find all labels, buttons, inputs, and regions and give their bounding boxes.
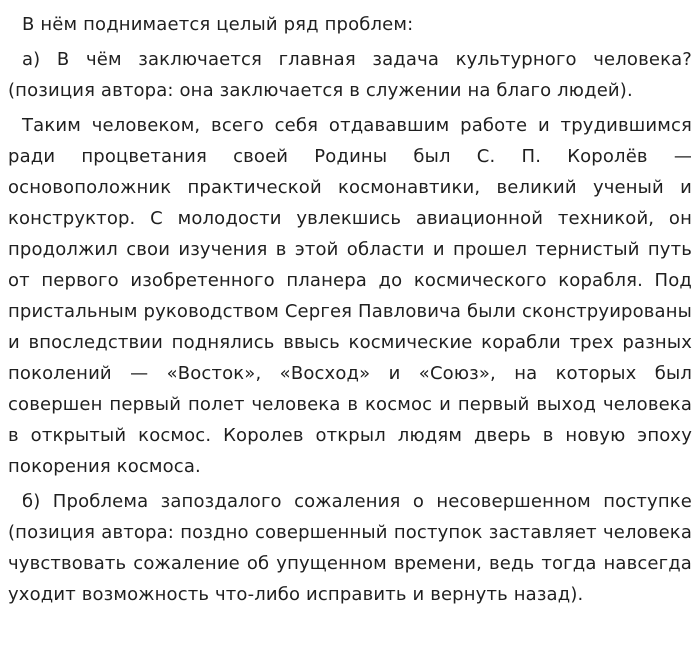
problem-b-paragraph: б) Проблема запоздалого сожаления о несовершенном поступке (позиция автора: поздно совершенный поступок заставляет человека чувствовать сожаление об упущенном времени, ведь тогда навсегда уходит возможность что-либо исправить и вернуть назад).	[8, 491, 692, 605]
problem-a-paragraph: а) В чём заключается главная задача культурного человека? (позиция автора: она заключается в служении на благо людей).	[8, 49, 692, 101]
document-text	[8, 9, 692, 610]
intro-paragraph: В нём поднимается целый ряд проблем:	[22, 14, 414, 35]
argument-paragraph: Таким человеком, всего себя отдававшим работе и трудившимся ради процветания своей Родины был С. П. Королёв — основоположник практической космонавтики, великий ученый и конструктор. С молодости увлекшись авиационной техникой, он продолжил свои изучения в этой области и прошел тернистый путь от первого изобретенного планера до космического корабля. Под пристальным руководством Сергея Павловича были сконструированы и впоследствии поднялись ввысь космические корабли трех разных поколений — «Восток», «Восход» и «Союз», на которых был совершен первый полет человека в космос и первый выход человека в открытый космос. Королев открыл людям дверь в новую эпоху покорения космоса.	[8, 115, 692, 477]
